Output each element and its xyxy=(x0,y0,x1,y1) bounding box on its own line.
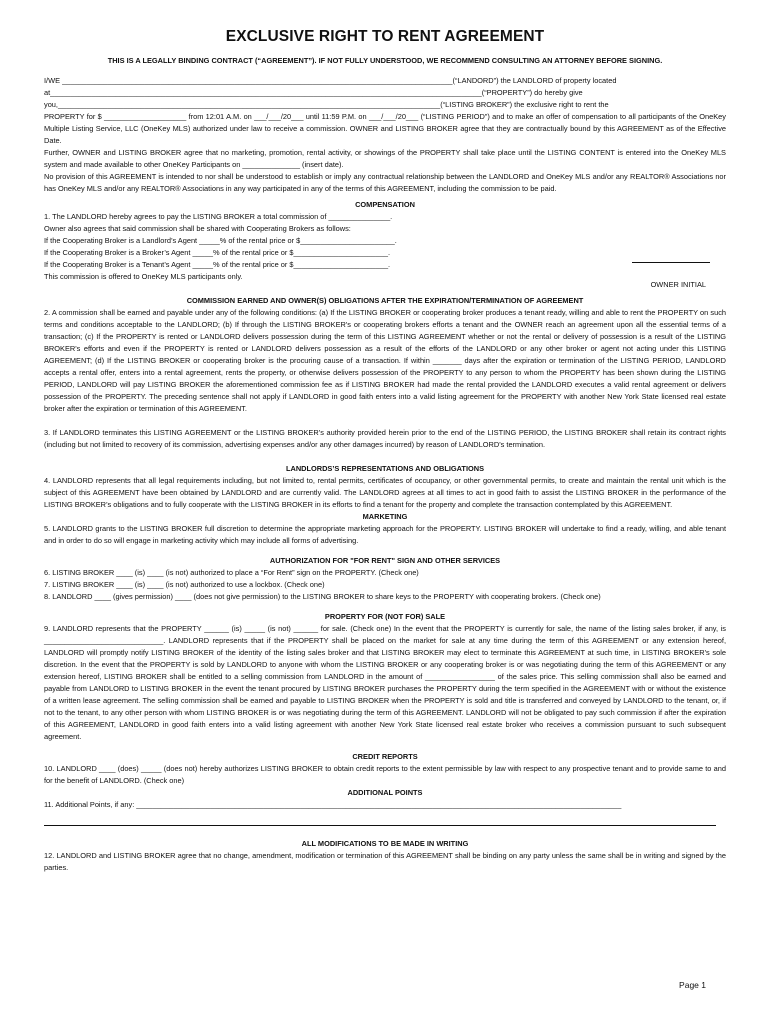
document-page xyxy=(44,28,726,874)
compensation-line: If the Cooperating Broker is a Landlord’s Agent _____% of the rental price or $_______________________. xyxy=(44,236,397,245)
compensation-line: If the Cooperating Broker is a Broker’s Agent _____% of the rental price or $_______________________. xyxy=(44,248,391,257)
compensation-line: 1. The LANDLORD hereby agrees to pay the LISTING BROKER a total commission of _______________. xyxy=(44,212,393,221)
page-number: Page 1 xyxy=(679,980,706,990)
authorization-line-lockbox: 7. LISTING BROKER ____ (is) ____ (is not) authorized to use a lockbox. (Check one) xyxy=(44,580,325,589)
marketing-text: 5. LANDLORD grants to the LISTING BROKER full discretion to determine the appropriate marketing approach for the PROPERTY. LISTING BROKER will undertake to find a ready, willing, and able tenant and in order to do so will engage in marketing activity which may include all forms of advertising. xyxy=(44,524,726,545)
intro-mls-disclaimer: No provision of this AGREEMENT is intended to nor shall be understood to establish or imply any contractual relationship between the LANDLORD and OneKey MLS and/or any REALTOR® Associations nor has OneKey MLS and/or any REALTOR® Associations in any way participated in any of the terms of this AGREEMENT, including the commission to be paid. xyxy=(44,172,726,193)
commission-earned-heading: COMMISSION EARNED AND OWNER(S) OBLIGATIONS AFTER THE EXPIRATION/TERMINATION OF AGREEMENT xyxy=(186,296,584,305)
document-title: EXCLUSIVE RIGHT TO RENT AGREEMENT xyxy=(225,28,545,45)
modifications-heading: ALL MODIFICATIONS TO BE MADE IN WRITING xyxy=(301,839,469,848)
authorization-line-keys: 8. LANDLORD ____ (gives permission) ____ (does not give permission) to the LISTING BROKER to share keys to the PROPERTY with cooperating brokers. (Check one) xyxy=(44,592,601,601)
intro-line-landlord: I/WE _______________________________________________________________________________________________(“LANDORD”) the LANDLORD of property located xyxy=(44,76,617,85)
compensation-line: This commission is offered to OneKey MLS participants only. xyxy=(44,272,243,281)
credit-reports-text: 10. LANDLORD ____ (does) _____ (does not) hereby authorizes LISTING BROKER to obtain credit reports to the extent permissible by law with respect to any prospective tenant and to provide same to and for the benefit of LANDLORD. (Check one) xyxy=(44,764,726,785)
representations-text: 4. LANDLORD represents that all legal requirements including, but not limited to, rental permits, certificates of occupancy, or other governmental permits, to create and maintain the rental unit which is the subject of this AGREEMENT have been obtained by LANDLORD and are currently valid. The LANDLORD agrees at all times to act in good faith to assist the LISTING BROKER in the performance of the LISTING BROKER’s obligations and to fully cooperate with the LISTING BROKER in its efforts to find a tenant for the property and complete the transaction contemplated by this AGREEMENT. xyxy=(44,476,726,509)
intro-listing-period: PROPERTY for $ ____________________ from 12:01 A.M. on ___/___/20___ until 11:59 P.M. on ___/___/20___ (“LISTING PERIOD”) and to make an offer of compensation to all participants of the OneKey Multiple Listing Service, LLC (OneKey MLS) authorized under law to receive a commission. OWNER and LISTING BROKER agree that they are contractually bound by this AGREEMENT as of the Effective Date. xyxy=(44,112,726,145)
compensation-heading: COMPENSATION xyxy=(355,200,415,209)
owner-initial-line xyxy=(632,262,710,263)
for-sale-text: 9. LANDLORD represents that the PROPERTY ______ (is) _____ (is not) ______ for sale. (Check one) In the event that the PROPERTY is currently for sale, the name of the listing sales broker, if any, is _____________________________. LANDLORD represents that if the PROPERTY shall be placed on the market for sale at any time during the term of this AGREEMENT or any extension hereof, LANDLORD will promptly notify LISTING BROKER of the identity of the listing sales broker and that LISTING BROKER may elect to terminate this AGREEMENT at such time, in LISTING BROKER’s sole discretion. In the event that the PROPERTY is sold by LANDLORD to anyone with whom the LISTING BROKER or any cooperating broker is or was negotiating during the term of this AGREEMENT or any extension hereof, LISTING BROKER shall be entitled to a selling commission from LANDLORD in the amount of _________________ of the sales price. This selling commission shall also be earned and payable from LANDLORD to LISTING BROKER in the event the tenant procured by LISTING BROKER purchases the PROPERTY during the term specified in the AGREEMENT with or without the existence of a written lease agreement. The selling commission shall be earned and payable to LISTING BROKER when the PROPERTY is sold and title is transferred and conveyed by LANDLORD to the tenant, or, if not to the tenant, to any other person with whom LISTING BROKER is or was negotiating during the term of this AGREEMENT. LANDLORD will not be obligated to pay such commission if after the expiration of this AGREEMENT, LANDLORD in good faith enters into a valid listing agreement with another New York State licensed real estate broker who receives a commission pursuant to such subsequent agreement. xyxy=(44,624,726,741)
authorization-line-sign: 6. LISTING BROKER ____ (is) ____ (is not) authorized to place a “For Rent” sign on the PROPERTY. (Check one) xyxy=(44,568,419,577)
credit-reports-heading: CREDIT REPORTS xyxy=(352,752,418,761)
commission-paragraph-3: 3. If LANDLORD terminates this LISTING AGREEMENT or the LISTING BROKER’s authority provided herein prior to the end of the LISTING PERIOD, the LISTING BROKER shall retain its contract rights (including but not limited to recovery of its commission, advertising expenses and/or any other damages incurred) by reason of LANDLORD’s termination. xyxy=(44,428,726,449)
intro-marketing-date: Further, OWNER and LISTING BROKER agree that no marketing, promotion, rental activity, or showings of the PROPERTY shall take place until the LISTING CONTENT is entered into the OneKey MLS system and made available to other OneKey Participants on ______________ (insert date). xyxy=(44,148,726,169)
representations-heading: LANDLORDS’S REPRESENTATIONS AND OBLIGATIONS xyxy=(285,464,485,473)
intro-line-broker: you,_____________________________________________________________________________________________(“LISTING BROKER”) the exclusive right to rent the xyxy=(44,100,609,109)
additional-points-heading: ADDITIONAL POINTS xyxy=(347,788,423,797)
modifications-text: 12. LANDLORD and LISTING BROKER agree that no change, amendment, modification or termination of this AGREEMENT shall be binding on any party unless the same shall be in writing and signed by the parties. xyxy=(44,851,726,872)
marketing-heading: MARKETING xyxy=(362,512,408,521)
intro-line-property: at_________________________________________________________________________________________________________(“PROPERTY”) do hereby give xyxy=(44,88,583,97)
authorization-heading: AUTHORIZATION FOR "FOR RENT" SIGN AND OTHER SERVICES xyxy=(269,556,501,565)
owner-initial-label: OWNER INITIAL xyxy=(650,280,706,289)
additional-points-text: 11. Additional Points, if any: ______________________________________________________________________________________________________________________ xyxy=(44,800,622,809)
compensation-line: Owner also agrees that said commission shall be shared with Cooperating Brokers as follows: xyxy=(44,224,351,233)
compensation-line: If the Cooperating Broker is a Tenant’s Agent _____% of the rental price or $_______________________. xyxy=(44,260,391,269)
commission-paragraph-2: 2. A commission shall be earned and payable under any of the following conditions: (a) If the LISTING BROKER or cooperating broker produces a tenant ready, willing and able to rent the PROPERTY on such terms and conditions acceptable to the LANDLORD; (b) If through the LISTING BROKER's or cooperating brokers efforts a tenant and the OWNER reach an agreement upon all the essential terms of a transaction; (c) If the PROPERTY is rented or LANDLORD delivers possession during the term of this LISTING AGREEMENT whether or not the rental or delivery of possession is a result of the LISTING BROKER's efforts and even if the PROPERTY is rented or LANDLORD delivers possession as a result of the efforts of the LANDLORD or any other broker or agent not acting under this LISTING AGREEMENT; (d) If the LISTING BROKER or cooperating broker is the procuring cause of a transaction. If within _______ days after the expiration or termination of the LISTING PERIOD, LANDLORD accepts a rental offer, enters into a rental agreement, rents the property, or otherwise delivers possession of the PROPERTY to any person to whom the PROPERTY has been shown during the LISTING PERIOD, LANDLORD will pay LISTING BROKER the aforementioned commission fee as if LISTING BROKER had made the rental provided the LANDLORD executes a valid rental agreement or delivers possession of the PROPERTY. The preceding sentence shall not apply if LANDLORD in good faith enters into a valid listing agreement for the PROPERTY with another New York State licensed real estate broker after the expiration or termination of this AGREEMENT. xyxy=(44,308,726,413)
additional-points-blank-line xyxy=(44,811,716,826)
legal-warning: THIS IS A LEGALLY BINDING CONTRACT (“AGREEMENT”). IF NOT FULLY UNDERSTOOD, WE RECOMMEND CONSULTING AN ATTORNEY BEFORE SIGNING. xyxy=(107,56,663,65)
for-sale-heading: PROPERTY FOR (NOT FOR) SALE xyxy=(324,612,446,621)
